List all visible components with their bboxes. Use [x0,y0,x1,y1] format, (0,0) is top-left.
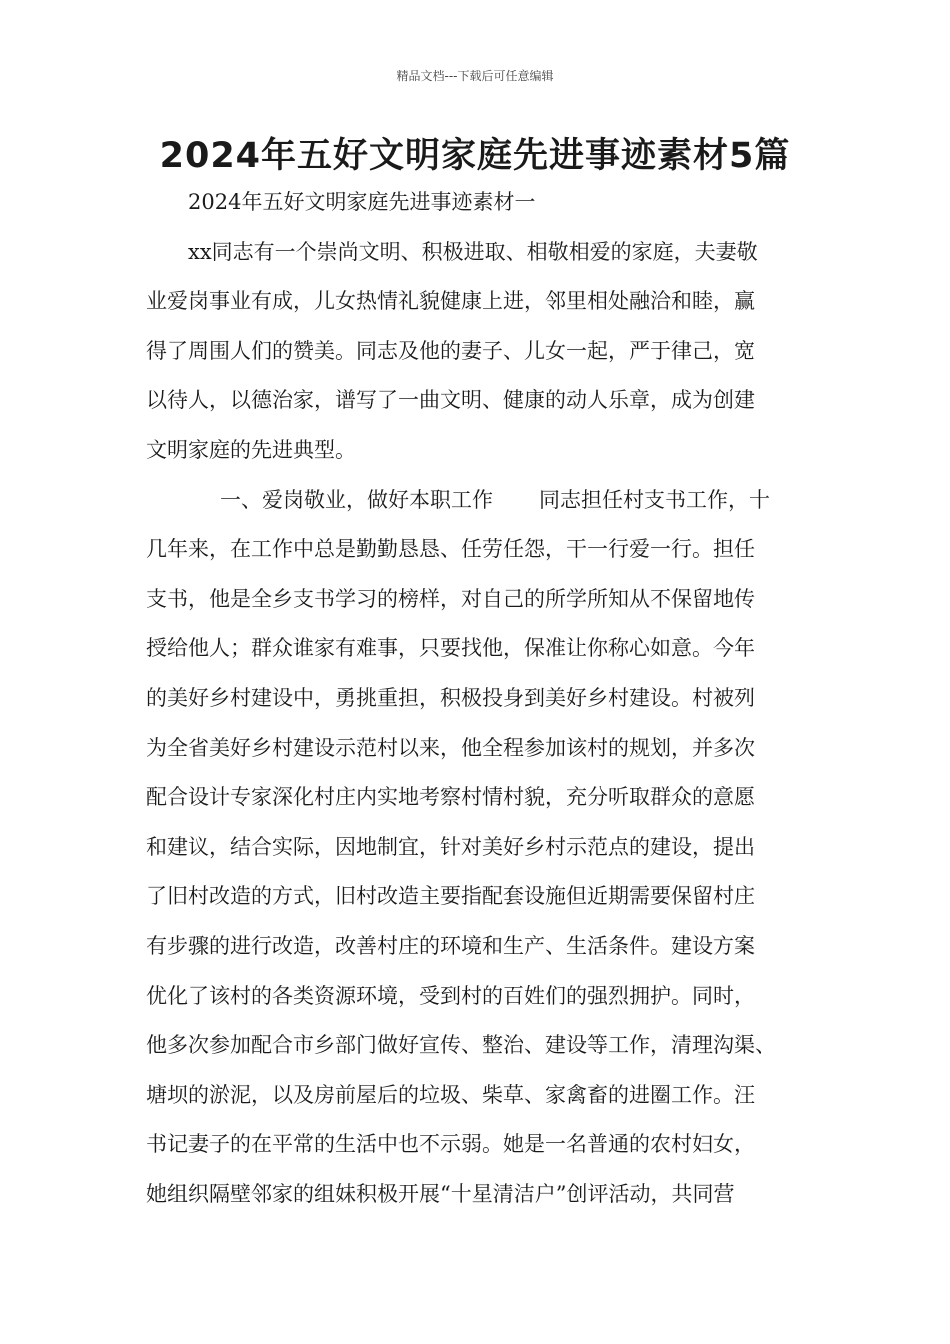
paragraph-line: 配合设计专家深化村庄内实地考察村情村貌，充分听取群众的意愿 [146,785,755,810]
paragraph-line: 塘坝的淤泥，以及房前屋后的垃圾、柴草、家禽畜的进圈工作。汪 [146,1082,755,1107]
paragraph-line: 得了周围人们的赞美。同志及他的妻子、儿女一起，严于律己，宽 [146,338,755,363]
page-header-note: 精品文档---下载后可任意编辑 [396,69,554,83]
paragraph-line-continuation: 同志担任村支书工作，十 [539,487,770,512]
paragraph-line: 她组织隔壁邻家的组妹积极开展“十星清洁户”创评活动，共同营 [146,1181,735,1206]
paragraph-line: 优化了该村的各类资源环境，受到村的百姓们的强烈拥护。同时， [146,983,755,1008]
paragraph-line: 有步骤的进行改造，改善村庄的环境和生产、生活条件。建设方案 [146,933,755,958]
paragraph-line: 文明家庭的先进典型。 [146,437,356,462]
paragraph-line: 业爱岗事业有成，儿女热情礼貌健康上进，邻里相处融洽和睦，赢 [146,289,755,314]
section-heading: 一、爱岗敬业，做好本职工作 [220,487,493,512]
document-title: 2024年五好文明家庭先进事迹素材5篇 [159,136,791,176]
paragraph-line: 授给他人；群众谁家有难事，只要找他，保准让你称心如意。今年 [146,636,755,661]
paragraph-line: 他多次参加配合市乡部门做好宣传、整治、建设等工作，清理沟渠、 [146,1033,776,1058]
paragraph-line: 为全省美好乡村建设示范村以来，他全程参加该村的规划，并多次 [146,735,755,760]
paragraph-line: 支书，他是全乡支书学习的榜样，对自己的所学所知从不保留地传 [146,586,755,611]
section-heading-line [146,476,822,526]
paragraph-line: 了旧村改造的方式，旧村改造主要指配套设施但近期需要保留村庄 [146,884,755,909]
section-subtitle: 2024年五好文明家庭先进事迹素材一 [188,190,536,214]
paragraph-line: xx同志有一个崇尚文明、积极进取、相敬相爱的家庭，夫妻敬 [188,239,758,264]
paragraph-line: 的美好乡村建设中，勇挑重担，积极投身到美好乡村建设。村被列 [146,685,755,710]
paragraph-line: 几年来，在工作中总是勤勤恳恳、任劳任怨，干一行爱一行。担任 [146,537,755,562]
paragraph-line: 书记妻子的在平常的生活中也不示弱。她是一名普通的农村妇女， [146,1132,755,1157]
paragraph-line: 以待人，以德治家，谱写了一曲文明、健康的动人乐章，成为创建 [146,388,755,413]
document-body [146,178,822,1219]
paragraph-line: 和建议，结合实际，因地制宜，针对美好乡村示范点的建设，提出 [146,834,755,859]
